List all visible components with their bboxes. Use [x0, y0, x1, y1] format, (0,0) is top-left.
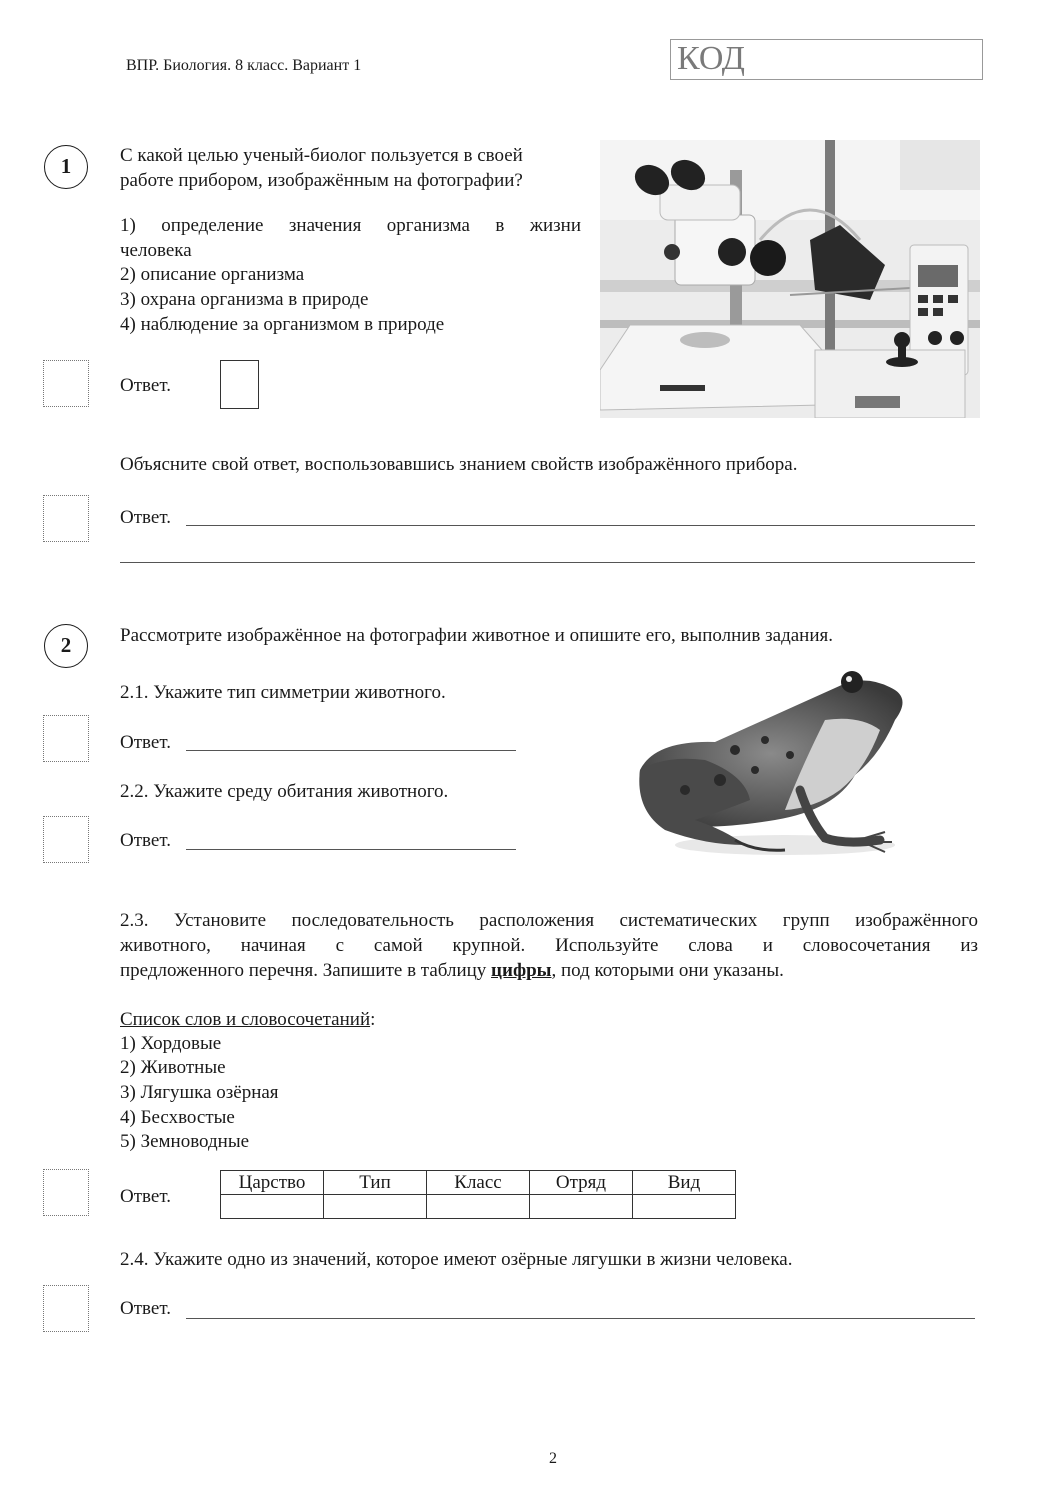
word-list-title-colon: :	[370, 1009, 376, 1030]
task1-question-line1: С какой целью ученый-биолог пользуется в своей	[120, 145, 523, 166]
task2-4-question: 2.4. Укажите одно из значений, которое имеют озёрные лягушки в жизни человека.	[120, 1249, 793, 1270]
taxonomy-cell-kingdom[interactable]	[221, 1195, 324, 1219]
task2-1-answer-line[interactable]	[186, 750, 516, 751]
taxonomy-header-kingdom: Царство	[221, 1171, 324, 1195]
word-list-item: 1) Хордовые	[120, 1033, 222, 1054]
score-box-task2-2	[43, 816, 89, 863]
taxonomy-header-class: Класс	[427, 1171, 530, 1195]
task2-3-line3-pre: предложенного перечня. Запишите в таблицу	[120, 960, 492, 981]
task2-3-question-line2: животного, начиная с самой крупной. Используйте слова и словосочетания из	[120, 935, 978, 956]
page-number: 2	[549, 1450, 557, 1467]
score-box-task2-1	[43, 715, 89, 762]
word-list-item: 2) Животные	[120, 1057, 226, 1078]
task1-explain-answer-line1[interactable]	[186, 525, 975, 526]
task2-2-question: 2.2. Укажите среду обитания животного.	[120, 781, 449, 802]
word-list-title-text: Список слов и словосочетаний	[120, 1009, 371, 1030]
task2-3-question-line3	[120, 958, 784, 983]
microscope-illustration	[600, 140, 980, 418]
task2-4-answer-label: Ответ.	[120, 1298, 171, 1319]
task2-4-answer-line[interactable]	[186, 1318, 975, 1319]
task2-3-line3-post: , под которыми они указаны.	[551, 960, 784, 981]
task1-option-3: 3) охрана организма в природе	[120, 289, 369, 310]
code-field[interactable]	[670, 39, 983, 80]
task2-3-answer-label: Ответ.	[120, 1186, 171, 1207]
frog-illustration	[625, 660, 910, 865]
score-box-task2-4	[43, 1285, 89, 1332]
word-list-item: 5) Земноводные	[120, 1131, 250, 1152]
task1-option-2: 2) описание организма	[120, 264, 305, 285]
taxonomy-cell-class[interactable]	[427, 1195, 530, 1219]
taxonomy-cell-phylum[interactable]	[324, 1195, 427, 1219]
taxonomy-cell-order[interactable]	[530, 1195, 633, 1219]
task1-explain-answer-label: Ответ.	[120, 507, 171, 528]
task2-3-emphasis: цифры	[491, 960, 552, 981]
taxonomy-cell-species[interactable]	[633, 1195, 736, 1219]
score-box-task2-3	[43, 1169, 89, 1216]
taxonomy-header-order: Отряд	[530, 1171, 633, 1195]
task1-explain-prompt: Объясните свой ответ, воспользовавшись знанием свойств изображённого прибора.	[120, 454, 798, 475]
taxonomy-header-phylum: Тип	[324, 1171, 427, 1195]
document-header: ВПР. Биология. 8 класс. Вариант 1	[126, 57, 362, 74]
code-label: КОД	[677, 40, 745, 77]
taxonomy-header-row	[221, 1171, 736, 1195]
taxonomy-answer-table	[220, 1170, 736, 1219]
task-number-1: 1	[44, 145, 88, 189]
task1-option-1-line2: человека	[120, 240, 192, 261]
taxonomy-header-species: Вид	[633, 1171, 736, 1195]
task1-answer-label: Ответ.	[120, 375, 171, 396]
score-box-task1-explain	[43, 495, 89, 542]
task1-explain-answer-line2[interactable]	[120, 562, 975, 563]
frog-image	[625, 660, 910, 865]
task1-option-1-line1: 1) определение значения организма в жизни	[120, 215, 581, 236]
task2-1-answer-label: Ответ.	[120, 732, 171, 753]
task1-option-4: 4) наблюдение за организмом в природе	[120, 314, 445, 335]
task2-2-answer-line[interactable]	[186, 849, 516, 850]
word-list-item: 3) Лягушка озёрная	[120, 1082, 279, 1103]
task-number-2: 2	[44, 624, 88, 668]
task2-3-question-line1: 2.3. Установите последовательность расположения систематических групп изображённого	[120, 910, 978, 931]
task2-2-answer-label: Ответ.	[120, 830, 171, 851]
microscope-image	[600, 140, 980, 418]
task2-intro: Рассмотрите изображённое на фотографии животное и опишите его, выполнив задания.	[120, 625, 834, 646]
taxonomy-answer-row	[221, 1195, 736, 1219]
task2-1-question: 2.1. Укажите тип симметрии животного.	[120, 682, 446, 703]
task1-answer-cell[interactable]	[220, 360, 259, 409]
task1-question-line2: работе прибором, изображённым на фотографии?	[120, 170, 523, 191]
word-list-title	[120, 1007, 375, 1032]
word-list-item: 4) Бесхвостые	[120, 1107, 235, 1128]
score-box-task1	[43, 360, 89, 407]
